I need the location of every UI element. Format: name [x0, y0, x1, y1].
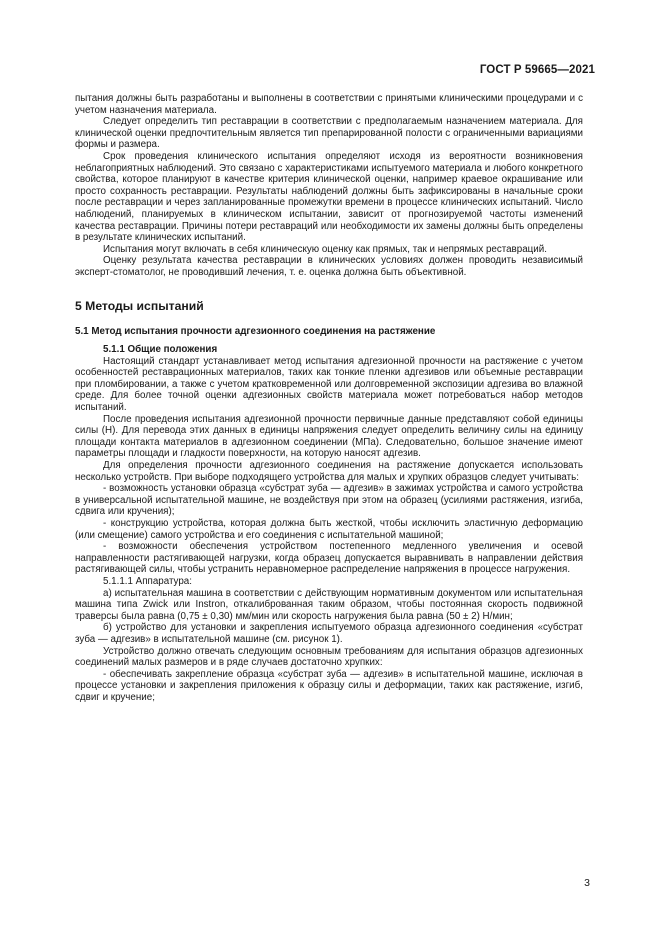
section-heading-5: 5 Методы испытаний [75, 298, 204, 313]
section-heading-5-1-1: 5.1.1 Общие положения [103, 344, 218, 356]
paragraph: пытания должны быть разработаны и выполнены в соответствии с принятыми клиническими процедурами и с учетом назначения материала. [75, 93, 583, 116]
paragraph: Для определения прочности адгезионного соединения на растяжение допускается использовать несколько устройств. При выборе подходящего устройства для малых и хрупких образцов следует учитывать: [75, 460, 583, 483]
section-heading-5-1: 5.1 Метод испытания прочности адгезионного соединения на растяжение [75, 325, 436, 337]
document-body [75, 93, 583, 704]
page-number: 3 [584, 877, 590, 889]
paragraph: Срок проведения клинического испытания определяют исходя из вероятности возникновения неблагоприятных наблюдений. Это связано с характеристиками испытуемого материала и любого конкретного свойства, которое планируют в качестве критерия клинической оценки, например краевое окрашивание или просто сохранность реставрации. Результаты наблюдений должны быть зафиксированы в начальные сроки после реставрации и через запланированные промежутки времени в процессе клинических испытаний. Число наблюдений, планируемых в клиническом испытании, зависит от прогнозируемой частоты изменений качества реставрации. Причины потери реставраций или необходимости их замены должны быть определены в результате клинических испытаний. [75, 150, 583, 244]
list-item: - конструкцию устройства, которая должна быть жесткой, чтобы исключить эластичную деформацию (или смещение) самого устройства и его соединения с испытательной машиной; [75, 518, 583, 541]
paragraph: Настоящий стандарт устанавливает метод испытания адгезионной прочности на растяжение с учетом особенностей реставрационных материалов, таких как тонкие пленки адгезивов или объемные реставрации при пломбировании, а также с учетом кратковременной или долговременной экспозиции адгезива во влажной среде. Для более точной оценки адгезионных свойств материала может потребоваться набор методов испытаний. [75, 355, 583, 414]
list-item: - возможности обеспечения устройством постепенного медленного увеличения и осевой направленности растягивающей нагрузки, когда образец допускается выравнивать в направлении действия растягивающей силы, чтобы устранить неравномерное распределение напряжения в процессе нагружения. [75, 541, 583, 576]
standard-id: ГОСТ Р 59665—2021 [479, 64, 595, 76]
list-item: - возможность установки образца «субстрат зуба — адгезив» в зажимах устройства и самого устройства в универсальной испытательной машине, не воздействуя при этом на образец (усилиями растяжения, изгиба, сдвига или кручения); [75, 483, 583, 518]
list-item: а) испытательная машина в соответствии с действующим нормативным документом или испытательная машина типа Zwick или Instron, откалиброванная таким образом, чтобы постоянная скорость подвижной траверсы была равна (0,75 ± 0,30) мм/мин или скорость нагружения была равна (50 ± 2) Н/мин; [75, 587, 583, 622]
list-item: б) устройство для установки и закрепления испытуемого образца адгезионного соединения «субстрат зуба — адгезив» в испытательной машине (см. рисунок 1). [75, 622, 583, 645]
paragraph: Испытания могут включать в себя клиническую оценку как прямых, так и непрямых реставраций. [103, 243, 547, 255]
paragraph: После проведения испытания адгезионной прочности первичные данные представляют собой единицы силы (Н). Для перевода этих данных в единицы напряжения следует определить величину силы на единицу площади контакта материалов в адгезионном соединении (МПа). Следовательно, большое значение имеют параметры площади и гладкости поверхности, на которую наносят адгезив. [75, 413, 583, 460]
paragraph: Устройство должно отвечать следующим основным требованиям для испытания образцов адгезионных соединений малых размеров и в ряде случаев достаточно хрупких: [75, 645, 583, 669]
list-item: - обеспечивать закрепление образца «субстрат зуба — адгезив» в испытательной машине, исключая в процессе установки и закрепления приложения к образцу силы и деформации, таких как растяжение, изгиб, сдвиг и кручение; [75, 668, 583, 703]
clause-5-1-1-1: 5.1.1.1 Аппаратура: [103, 575, 192, 587]
paragraph: Следует определить тип реставрации в соответствии с предполагаемым назначением материала. Для клинической оценки предпочтительным является тип препарированной полости с ограниченными вариациями формы и размера. [75, 116, 583, 151]
paragraph: Оценку результата качества реставрации в клинических условиях должен проводить независимый эксперт-стоматолог, не проводивший лечения, т. е. оценка должна быть объективной. [75, 255, 583, 278]
